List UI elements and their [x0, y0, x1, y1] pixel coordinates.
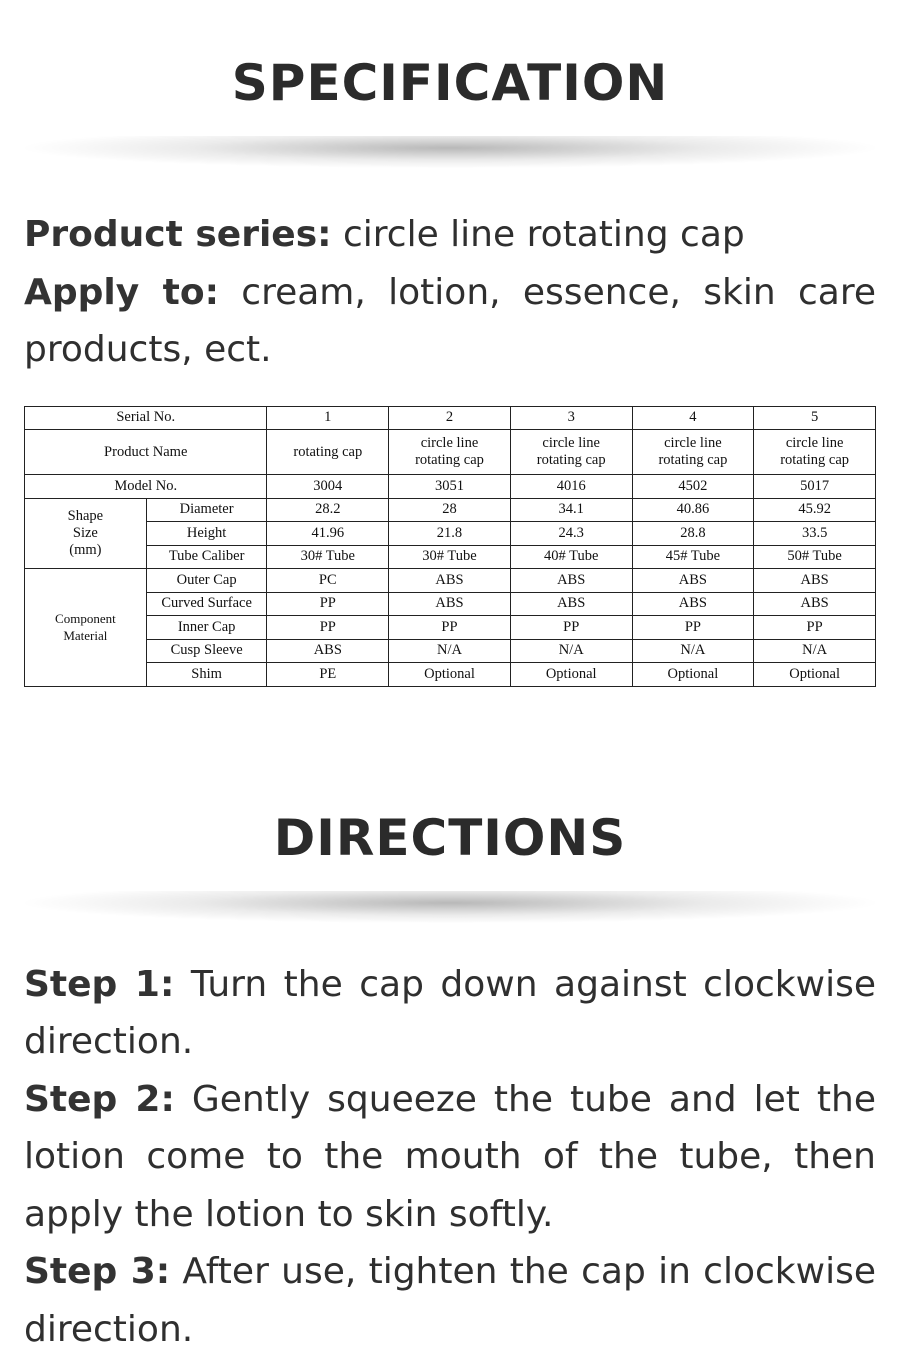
- material-cell: Optional: [510, 663, 632, 687]
- material-row: [25, 639, 876, 663]
- directions-section: [0, 808, 900, 1359]
- step-label: Step 2:: [24, 1078, 175, 1120]
- product-series-label: Product series:: [24, 214, 332, 255]
- step-text: Turn the cap down against clockwise direction.: [24, 963, 876, 1062]
- product-name-line: circle line: [785, 435, 844, 451]
- product-name-line: rotating cap: [780, 452, 850, 468]
- material-cell: N/A: [510, 639, 632, 663]
- shape-cell: 50# Tube: [754, 545, 876, 569]
- specification-table: [24, 406, 876, 687]
- model-cell: 3051: [389, 475, 511, 499]
- material-row: [25, 663, 876, 687]
- step-paragraph: [24, 956, 876, 1071]
- product-name-line: rotating cap: [293, 443, 363, 460]
- serial-cell: 1: [267, 406, 389, 430]
- material-cell: PP: [632, 616, 754, 640]
- material-row-label: Curved Surface: [146, 592, 267, 616]
- product-name-line: circle line: [420, 435, 479, 451]
- material-row: [25, 616, 876, 640]
- apply-to-value: cream, lotion, essence, skin care products, ect.: [24, 271, 876, 370]
- material-cell: PP: [510, 616, 632, 640]
- material-cell: PE: [267, 663, 389, 687]
- shape-cell: 45# Tube: [632, 545, 754, 569]
- product-name-header: Product Name: [25, 430, 267, 475]
- product-name-line: rotating cap: [536, 452, 606, 468]
- material-cell: ABS: [510, 569, 632, 593]
- serial-cell: 5: [754, 406, 876, 430]
- shape-cell: 28.8: [632, 522, 754, 546]
- product-series-value: circle line rotating cap: [342, 214, 745, 255]
- material-cell: N/A: [754, 639, 876, 663]
- apply-to-label: Apply to:: [24, 271, 219, 313]
- shape-cell: 21.8: [389, 522, 511, 546]
- specification-title: SPECIFICATION: [231, 54, 669, 112]
- model-cell: 4016: [510, 475, 632, 499]
- shape-row-label: Tube Caliber: [146, 545, 267, 569]
- material-cell: Optional: [389, 663, 511, 687]
- shape-group-line: Shape: [67, 507, 104, 524]
- material-cell: ABS: [754, 569, 876, 593]
- shape-group-header: [25, 498, 147, 569]
- shape-row: [25, 522, 876, 546]
- shape-cell: 41.96: [267, 522, 389, 546]
- material-cell: PP: [389, 616, 511, 640]
- directions-title: DIRECTIONS: [273, 808, 627, 867]
- product-info: [0, 206, 900, 379]
- material-cell: ABS: [267, 639, 389, 663]
- material-group-line: Component: [55, 611, 116, 627]
- material-cell: ABS: [510, 592, 632, 616]
- shape-group-line: (mm): [69, 541, 102, 558]
- material-cell: Optional: [632, 663, 754, 687]
- title-shadow-divider: [20, 891, 880, 925]
- material-row: [25, 592, 876, 616]
- steps-list: [0, 956, 900, 1359]
- shape-cell: 33.5: [754, 522, 876, 546]
- shape-row-label: Height: [146, 522, 267, 546]
- shape-row: [25, 545, 876, 569]
- serial-cell: 3: [510, 406, 632, 430]
- material-cell: PC: [267, 569, 389, 593]
- material-cell: PP: [754, 616, 876, 640]
- shape-cell: 28.2: [267, 498, 389, 522]
- model-row: [25, 475, 876, 499]
- material-group-header: [25, 569, 147, 687]
- shape-cell: 30# Tube: [267, 545, 389, 569]
- serial-cell: 4: [632, 406, 754, 430]
- material-group-line: Material: [63, 628, 108, 644]
- material-row-label: Inner Cap: [146, 616, 267, 640]
- material-cell: ABS: [632, 592, 754, 616]
- shape-cell: 40# Tube: [510, 545, 632, 569]
- model-cell: 3004: [267, 475, 389, 499]
- step-paragraph: [24, 1243, 876, 1358]
- serial-header: Serial No.: [25, 406, 267, 430]
- step-text: Gently squeeze the tube and let the lotion come to the mouth of the tube, then apply the lotion to skin softly.: [24, 1078, 876, 1235]
- shape-cell: 28: [389, 498, 511, 522]
- product-name-line: circle line: [664, 435, 722, 451]
- product-name-cell: [267, 430, 389, 475]
- material-cell: N/A: [389, 639, 511, 663]
- step-label: Step 1:: [24, 963, 175, 1005]
- step-text: After use, tighten the cap in clockwise direction.: [24, 1251, 876, 1350]
- product-name-cell: [754, 430, 876, 475]
- model-header: Model No.: [25, 475, 267, 499]
- shape-cell: 40.86: [632, 498, 754, 522]
- material-row-label: Shim: [146, 663, 267, 687]
- product-name-line: circle line: [542, 435, 600, 451]
- material-cell: ABS: [754, 592, 876, 616]
- step-label: Step 3:: [24, 1251, 171, 1292]
- shape-cell: 45.92: [754, 498, 876, 522]
- material-row-label: Outer Cap: [146, 569, 267, 593]
- product-name-line: rotating cap: [658, 452, 728, 468]
- shape-cell: 34.1: [510, 498, 632, 522]
- product-name-cell: [389, 430, 511, 475]
- material-cell: ABS: [632, 569, 754, 593]
- model-cell: 4502: [632, 475, 754, 499]
- product-name-row: [25, 430, 876, 475]
- product-series-line: [24, 206, 876, 264]
- material-cell: ABS: [389, 569, 511, 593]
- serial-row: [25, 406, 876, 430]
- material-cell: ABS: [389, 592, 511, 616]
- model-cell: 5017: [754, 475, 876, 499]
- apply-to-line: [24, 264, 876, 379]
- serial-cell: 2: [389, 406, 511, 430]
- material-cell: N/A: [632, 639, 754, 663]
- material-cell: PP: [267, 592, 389, 616]
- shape-cell: 30# Tube: [389, 545, 511, 569]
- shape-row: [25, 498, 876, 522]
- shape-cell: 24.3: [510, 522, 632, 546]
- step-paragraph: [24, 1071, 876, 1244]
- shape-group-line: Size: [72, 524, 98, 541]
- title-shadow-divider: [20, 136, 880, 170]
- material-row: [25, 569, 876, 593]
- material-row-label: Cusp Sleeve: [146, 639, 267, 663]
- material-cell: PP: [267, 616, 389, 640]
- product-name-line: rotating cap: [415, 452, 484, 468]
- product-name-cell: [510, 430, 632, 475]
- product-name-cell: [632, 430, 754, 475]
- material-cell: Optional: [754, 663, 876, 687]
- shape-row-label: Diameter: [146, 498, 267, 522]
